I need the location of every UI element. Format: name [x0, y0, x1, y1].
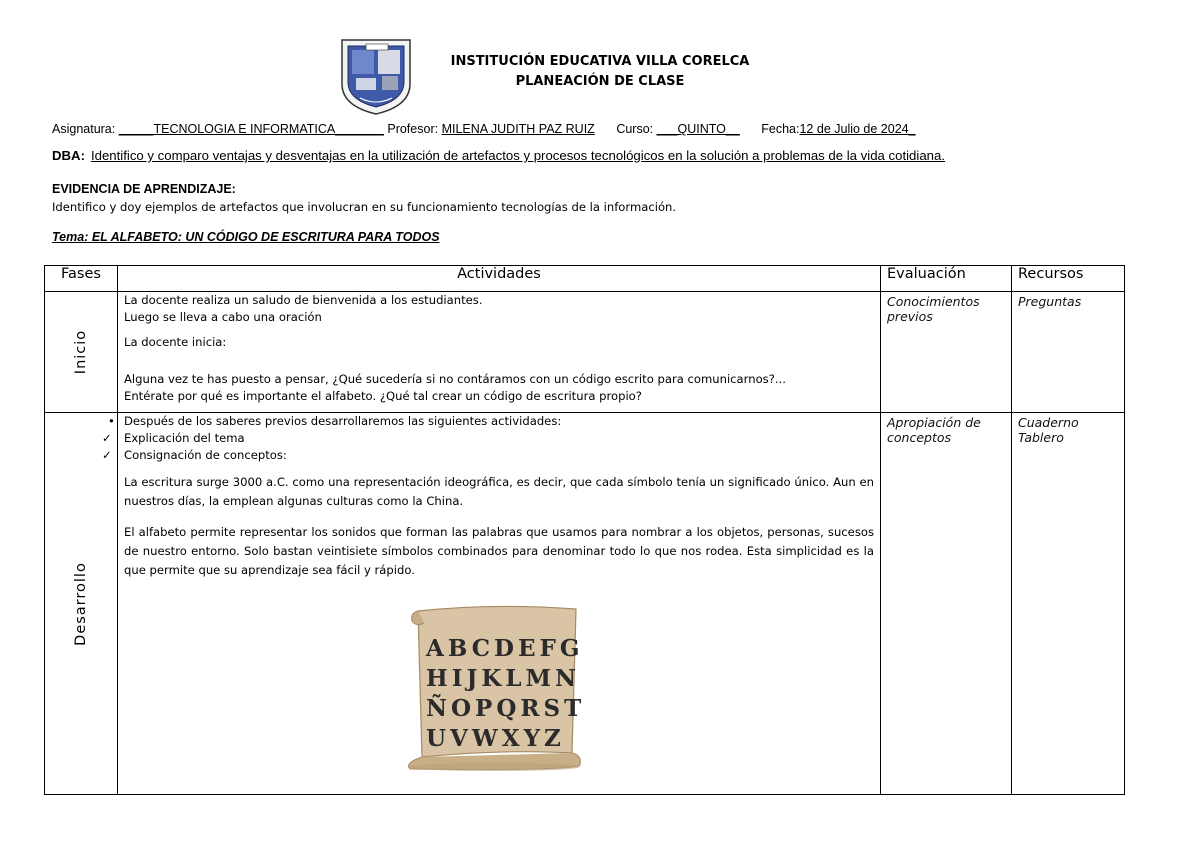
table-row-desarrollo [45, 413, 1125, 795]
fecha-value: 12 de Julio de 2024_ [799, 122, 916, 136]
dba-row [52, 148, 945, 163]
lesson-plan-table [44, 265, 1125, 795]
asignatura-label: Asignatura: [52, 122, 116, 136]
phase-cell-inicio [45, 292, 118, 413]
table-header-row [45, 266, 1125, 292]
alphabet-row-4: UVWXYZ [426, 725, 565, 752]
header-actividades: Actividades [118, 266, 881, 292]
header-recursos: Recursos [1012, 266, 1125, 292]
evidencia-title: EVIDENCIA DE APRENDIZAJE: [52, 182, 236, 196]
inicio-line-1: La docente realiza un saludo de bienvenida a los estudiantes. [124, 293, 483, 307]
table-row-inicio [45, 292, 1125, 413]
inicio-line-3: La docente inicia: [124, 335, 227, 349]
course-info-row [52, 122, 916, 136]
desarrollo-paragraph-2: El alfabeto permite representar los sonidos que forman las palabras que usamos para nombrar a los objetos, personas, sucesos de nuestro entorno. Solo bastan veintisiete símbolos combinados para denominar todo lo que nos rodea. Esta simplicidad es la que permite que su aprendizaje sea fácil y rápido. [124, 525, 874, 577]
phase-label-inicio: Inicio [73, 329, 89, 375]
inicio-line-2: Luego se lleva a cabo una oración [124, 310, 322, 324]
alphabet-row-2: HIJKLMN [426, 665, 581, 692]
profesor-value: MILENA JUDITH PAZ RUIZ [441, 122, 595, 136]
header-fases: Fases [45, 266, 118, 292]
header-evaluacion: Evaluación [881, 266, 1012, 292]
desarrollo-paragraph-1: La escritura surge 3000 a.C. como una representación ideográfica, es decir, que cada símbolo tenía un significado único. Aun en nuestros días, la emplean algunas culturas como la China. [124, 475, 874, 508]
tema-heading: Tema: EL ALFABETO: UN CÓDIGO DE ESCRITURA PARA TODOS [52, 230, 440, 244]
alphabet-row-3: ÑOPQRST [426, 695, 584, 722]
dba-label: DBA: [52, 148, 85, 163]
checkmark-icon: ✓ [102, 431, 112, 445]
curso-value: ___QUINTO__ [656, 122, 740, 136]
check-item-2: ✓ Consignación de conceptos: [102, 448, 287, 462]
check-item-1: ✓ Explicación del tema [102, 431, 245, 445]
evaluation-desarrollo: Apropiación de conceptos [881, 413, 1012, 795]
alphabet-scroll-image [404, 603, 584, 773]
fecha-label: Fecha: [761, 122, 800, 136]
inicio-line-5: Entérate por qué es importante el alfabeto. ¿Qué tal crear un código de escritura propio? [124, 389, 642, 403]
dba-text: Identifico y comparo ventajas y desventajas en la utilización de artefactos y procesos tecnológicos en la solución a problemas de la vida cotidiana. [90, 148, 945, 163]
activities-inicio [118, 292, 881, 413]
evidencia-text: Identifico y doy ejemplos de artefactos que involucran en su funcionamiento tecnologías de la información. [52, 200, 677, 214]
desarrollo-bullet: • Después de los saberes previos desarrollaremos las siguientes actividades: [124, 413, 874, 430]
document-subtitle: PLANEACIÓN DE CLASE [515, 74, 685, 89]
curso-label: Curso: [616, 122, 654, 136]
inicio-line-4: Alguna vez te has puesto a pensar, ¿Qué sucedería si no contáramos con un código escrito para comunicarnos?... [124, 372, 786, 386]
evaluation-inicio: Conocimientos previos [881, 292, 1012, 413]
resources-desarrollo [1012, 413, 1125, 795]
profesor-label: Profesor: [387, 122, 439, 136]
resource-tablero: Tablero [1018, 430, 1064, 445]
resources-inicio: Preguntas [1012, 292, 1125, 413]
checkmark-icon: ✓ [102, 448, 112, 462]
alphabet-row-1: ABCDEFG [426, 635, 584, 662]
phase-label-desarrollo: Desarrollo [73, 561, 89, 646]
resource-cuaderno: Cuaderno [1018, 415, 1079, 430]
phase-cell-desarrollo [45, 413, 118, 795]
asignatura-value: _____TECNOLOGIA E INFORMATICA_______ [118, 122, 384, 136]
institution-name: INSTITUCIÓN EDUCATIVA VILLA CORELCA [450, 54, 750, 69]
